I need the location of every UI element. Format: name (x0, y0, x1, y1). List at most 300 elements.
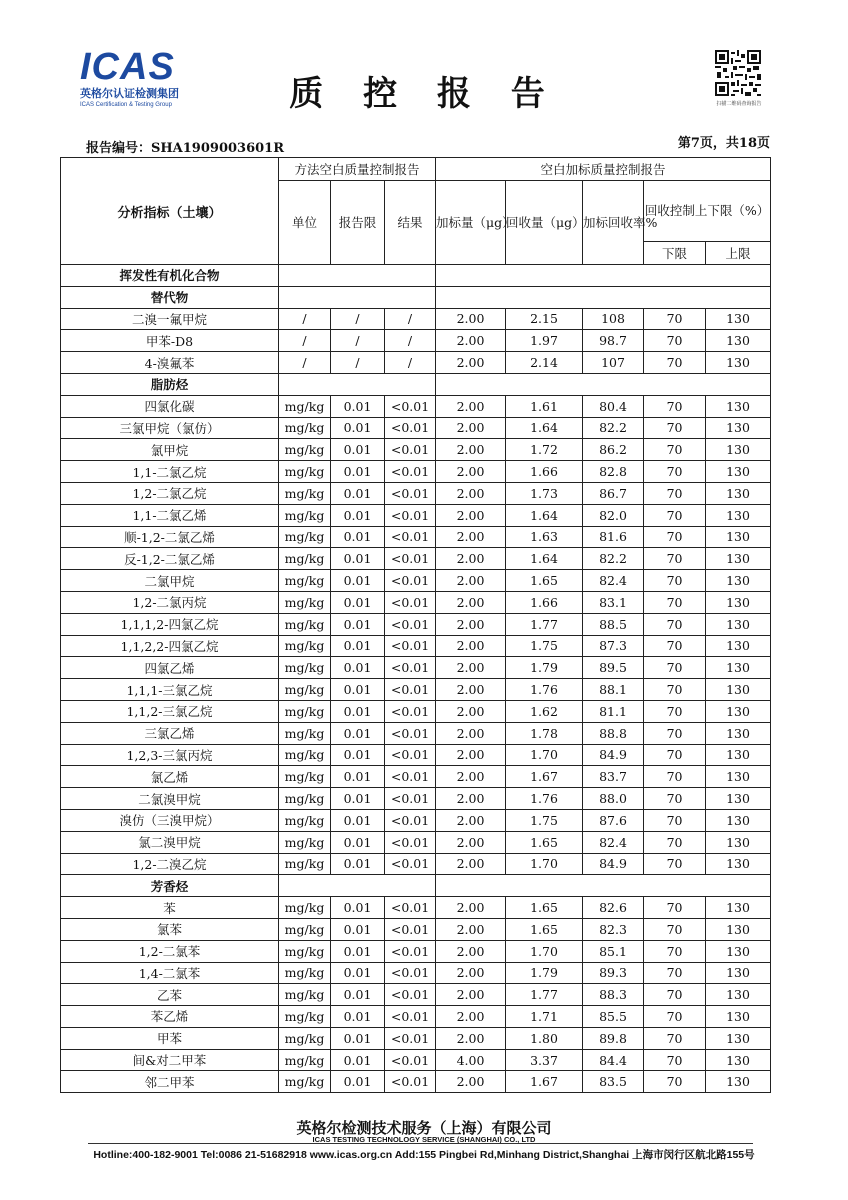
empty-cell (436, 265, 771, 287)
upper-limit-cell: 130 (706, 1071, 771, 1093)
result-header: 结果 (385, 181, 436, 265)
unit-cell: mg/kg (279, 940, 331, 962)
recovery-cell: 1.71 (506, 1006, 583, 1028)
unit-cell: mg/kg (279, 526, 331, 548)
report-limit-cell: 0.01 (331, 744, 385, 766)
table-row (61, 395, 771, 417)
recovery-cell: 1.63 (506, 526, 583, 548)
lower-limit-cell: 70 (644, 700, 706, 722)
result-cell: <0.01 (385, 984, 436, 1006)
report-limit-cell: 0.01 (331, 1049, 385, 1071)
table-row (61, 308, 771, 330)
recovery-rate-cell: 107 (583, 352, 644, 374)
upper-limit-cell: 130 (706, 1027, 771, 1049)
table-row (61, 482, 771, 504)
table-row (61, 722, 771, 744)
upper-limit-cell: 130 (706, 417, 771, 439)
spike-amount-cell: 2.00 (436, 308, 506, 330)
upper-limit-cell: 130 (706, 853, 771, 875)
recovery-rate-cell: 88.0 (583, 788, 644, 810)
analyte-name: 1,1,2,2-四氯乙烷 (61, 635, 279, 657)
page-indicator: 第7页，共18页 (677, 136, 770, 151)
report-limit-cell: 0.01 (331, 439, 385, 461)
unit-cell: mg/kg (279, 613, 331, 635)
result-cell: <0.01 (385, 962, 436, 984)
result-cell: <0.01 (385, 657, 436, 679)
empty-cell (436, 286, 771, 308)
result-cell: / (385, 308, 436, 330)
report-limit-cell: 0.01 (331, 570, 385, 592)
footer-divider (88, 1143, 753, 1144)
lower-limit-cell: 70 (644, 722, 706, 744)
lower-limit-cell: 70 (644, 417, 706, 439)
table-row (61, 809, 771, 831)
spike-amount-cell: 2.00 (436, 570, 506, 592)
lower-limit-cell: 70 (644, 1049, 706, 1071)
category-row (61, 286, 771, 308)
recovery-cell: 1.76 (506, 788, 583, 810)
result-cell: <0.01 (385, 831, 436, 853)
upper-limit-cell: 130 (706, 395, 771, 417)
recovery-rate-cell: 82.2 (583, 417, 644, 439)
result-cell: <0.01 (385, 1071, 436, 1093)
table-row (61, 526, 771, 548)
recovery-cell: 1.61 (506, 395, 583, 417)
upper-limit-cell: 130 (706, 766, 771, 788)
spike-amount-cell: 2.00 (436, 657, 506, 679)
lower-limit-cell: 70 (644, 461, 706, 483)
report-limit-cell: 0.01 (331, 853, 385, 875)
report-limit-cell: 0.01 (331, 722, 385, 744)
report-limit-cell: 0.01 (331, 788, 385, 810)
table-row (61, 330, 771, 352)
report-limit-cell: 0.01 (331, 679, 385, 701)
recovery-rate-cell: 84.4 (583, 1049, 644, 1071)
upper-limit-cell: 130 (706, 657, 771, 679)
report-limit-cell: 0.01 (331, 962, 385, 984)
spike-amount-cell: 2.00 (436, 679, 506, 701)
spike-amount-cell: 2.00 (436, 897, 506, 919)
result-cell: <0.01 (385, 679, 436, 701)
lower-limit-cell: 70 (644, 853, 706, 875)
unit-cell: mg/kg (279, 1071, 331, 1093)
recovery-cell: 1.65 (506, 918, 583, 940)
lower-limit-cell: 70 (644, 482, 706, 504)
upper-limit-cell: 130 (706, 744, 771, 766)
recovery-rate-cell: 81.1 (583, 700, 644, 722)
table-row (61, 897, 771, 919)
report-number: 报告编号：SHA1909003601R (86, 141, 285, 156)
unit-cell: mg/kg (279, 439, 331, 461)
recovery-rate-header: 加标回收率% (583, 181, 644, 265)
table-row (61, 788, 771, 810)
result-cell: <0.01 (385, 461, 436, 483)
table-row (61, 570, 771, 592)
recovery-cell: 1.72 (506, 439, 583, 461)
lower-limit-cell: 70 (644, 809, 706, 831)
spike-amount-cell: 2.00 (436, 918, 506, 940)
spike-amount-cell: 2.00 (436, 700, 506, 722)
recovery-rate-cell: 86.7 (583, 482, 644, 504)
recovery-cell: 2.14 (506, 352, 583, 374)
lower-limit-cell: 70 (644, 962, 706, 984)
lower-limit-cell: 70 (644, 831, 706, 853)
table-row (61, 700, 771, 722)
spike-amount-cell: 2.00 (436, 831, 506, 853)
empty-cell (279, 265, 436, 287)
lower-limit-cell: 70 (644, 439, 706, 461)
spike-amount-cell: 2.00 (436, 853, 506, 875)
report-limit-cell: 0.01 (331, 1027, 385, 1049)
result-cell: <0.01 (385, 526, 436, 548)
category-label: 芳香烃 (61, 875, 279, 897)
report-limit-cell: 0.01 (331, 657, 385, 679)
lower-limit-cell: 70 (644, 395, 706, 417)
unit-cell: mg/kg (279, 831, 331, 853)
analyte-name: 苯乙烯 (61, 1006, 279, 1028)
result-cell: <0.01 (385, 788, 436, 810)
analyte-name: 四氯化碳 (61, 395, 279, 417)
unit-cell: mg/kg (279, 700, 331, 722)
analyte-name: 1,2-二溴乙烷 (61, 853, 279, 875)
recovery-cell: 1.66 (506, 461, 583, 483)
lower-limit-cell: 70 (644, 591, 706, 613)
recovery-rate-cell: 81.6 (583, 526, 644, 548)
recovery-rate-cell: 82.8 (583, 461, 644, 483)
footer-company-en: ICAS TESTING TECHNOLOGY SERVICE (SHANGHAI) CO., LTD (312, 1135, 536, 1144)
report-limit-cell: 0.01 (331, 591, 385, 613)
lower-limit-cell: 70 (644, 679, 706, 701)
recovery-rate-cell: 88.3 (583, 984, 644, 1006)
unit-cell: / (279, 308, 331, 330)
spike-amount-cell: 2.00 (436, 962, 506, 984)
recovery-cell: 1.70 (506, 744, 583, 766)
result-cell: <0.01 (385, 635, 436, 657)
recovery-cell: 1.77 (506, 613, 583, 635)
recovery-cell: 1.73 (506, 482, 583, 504)
lower-limit-cell: 70 (644, 744, 706, 766)
recovery-cell: 1.75 (506, 635, 583, 657)
footer-contact: Hotline:400-182-9001 Tel:0086 21-51682918 www.icas.org.cn Add:155 Pingbei Rd,Minhang District,Shanghai 上海市闵行区航北路155号 (93, 1149, 755, 1161)
lower-limit-cell: 70 (644, 613, 706, 635)
upper-limit-cell: 130 (706, 591, 771, 613)
recovery-cell: 1.78 (506, 722, 583, 744)
analyte-name: 二氯溴甲烷 (61, 788, 279, 810)
upper-limit-cell: 130 (706, 1006, 771, 1028)
recovery-rate-cell: 88.8 (583, 722, 644, 744)
result-cell: / (385, 352, 436, 374)
unit-cell: mg/kg (279, 395, 331, 417)
result-cell: <0.01 (385, 918, 436, 940)
upper-limit-cell: 130 (706, 809, 771, 831)
unit-cell: mg/kg (279, 657, 331, 679)
report-limit-cell: 0.01 (331, 918, 385, 940)
analyte-name: 1,2-二氯丙烷 (61, 591, 279, 613)
category-row (61, 875, 771, 897)
upper-limit-header: 上限 (706, 242, 771, 265)
category-label: 替代物 (61, 286, 279, 308)
spike-amount-cell: 2.00 (436, 395, 506, 417)
result-cell: <0.01 (385, 766, 436, 788)
unit-cell: / (279, 330, 331, 352)
analyte-name: 四氯乙烯 (61, 657, 279, 679)
analyte-name: 二氯甲烷 (61, 570, 279, 592)
result-cell: <0.01 (385, 940, 436, 962)
report-limit-cell: / (331, 308, 385, 330)
analyte-name: 间&对二甲苯 (61, 1049, 279, 1071)
result-cell: <0.01 (385, 591, 436, 613)
empty-cell (279, 286, 436, 308)
table-row (61, 461, 771, 483)
result-cell: <0.01 (385, 504, 436, 526)
lower-limit-cell: 70 (644, 352, 706, 374)
analyte-name: 1,1,1,2-四氯乙烷 (61, 613, 279, 635)
table-row (61, 918, 771, 940)
blank-group-header: 方法空白质量控制报告 (279, 158, 436, 181)
unit-cell: mg/kg (279, 591, 331, 613)
analyte-name: 氯乙烯 (61, 766, 279, 788)
analyte-name: 1,1-二氯乙烯 (61, 504, 279, 526)
analyte-name: 反-1,2-二氯乙烯 (61, 548, 279, 570)
qr-caption: 扫描二维码查询报告 (716, 101, 762, 107)
analyte-name: 1,1,2-三氯乙烷 (61, 700, 279, 722)
recovery-header: 回收量（μg） (506, 181, 583, 265)
result-cell: <0.01 (385, 700, 436, 722)
spike-amount-cell: 2.00 (436, 461, 506, 483)
report-limit-cell: 0.01 (331, 461, 385, 483)
analyte-name: 4-溴氟苯 (61, 352, 279, 374)
report-limit-cell: 0.01 (331, 482, 385, 504)
recovery-cell: 1.70 (506, 940, 583, 962)
category-label: 挥发性有机化合物 (61, 265, 279, 287)
table-row (61, 591, 771, 613)
unit-cell: mg/kg (279, 897, 331, 919)
unit-cell: mg/kg (279, 548, 331, 570)
spike-amount-cell: 2.00 (436, 417, 506, 439)
spike-amount-cell: 2.00 (436, 330, 506, 352)
recovery-rate-cell: 108 (583, 308, 644, 330)
unit-cell: mg/kg (279, 504, 331, 526)
table-row (61, 417, 771, 439)
table-row (61, 657, 771, 679)
report-limit-cell: / (331, 330, 385, 352)
control-limits-header: 回收控制上下限（%） (644, 181, 771, 242)
upper-limit-cell: 130 (706, 439, 771, 461)
lower-limit-cell: 70 (644, 1006, 706, 1028)
recovery-cell: 1.79 (506, 962, 583, 984)
unit-cell: mg/kg (279, 570, 331, 592)
result-cell: / (385, 330, 436, 352)
upper-limit-cell: 130 (706, 548, 771, 570)
lower-limit-cell: 70 (644, 766, 706, 788)
indicator-header: 分析指标（土壤） (61, 158, 279, 265)
result-cell: <0.01 (385, 1027, 436, 1049)
recovery-rate-cell: 85.5 (583, 1006, 644, 1028)
table-row (61, 1049, 771, 1071)
recovery-cell: 3.37 (506, 1049, 583, 1071)
recovery-rate-cell: 87.6 (583, 809, 644, 831)
lower-limit-cell: 70 (644, 526, 706, 548)
report-limit-cell: 0.01 (331, 897, 385, 919)
lower-limit-cell: 70 (644, 657, 706, 679)
recovery-rate-cell: 84.9 (583, 853, 644, 875)
spike-amount-cell: 2.00 (436, 940, 506, 962)
spike-group-header: 空白加标质量控制报告 (436, 158, 771, 181)
table-row (61, 766, 771, 788)
recovery-rate-cell: 82.4 (583, 831, 644, 853)
recovery-rate-cell: 82.2 (583, 548, 644, 570)
recovery-rate-cell: 83.7 (583, 766, 644, 788)
result-cell: <0.01 (385, 809, 436, 831)
recovery-rate-cell: 89.8 (583, 1027, 644, 1049)
recovery-rate-cell: 85.1 (583, 940, 644, 962)
category-label: 脂肪烃 (61, 373, 279, 395)
report-limit-cell: 0.01 (331, 940, 385, 962)
upper-limit-cell: 130 (706, 722, 771, 744)
result-cell: <0.01 (385, 1049, 436, 1071)
report-limit-cell: 0.01 (331, 613, 385, 635)
report-limit-cell: 0.01 (331, 1071, 385, 1093)
recovery-cell: 1.64 (506, 504, 583, 526)
spike-amount-cell: 2.00 (436, 504, 506, 526)
recovery-cell: 1.65 (506, 897, 583, 919)
report-limit-cell: 0.01 (331, 417, 385, 439)
unit-cell: mg/kg (279, 918, 331, 940)
table-row (61, 1006, 771, 1028)
recovery-rate-cell: 98.7 (583, 330, 644, 352)
recovery-rate-cell: 84.9 (583, 744, 644, 766)
result-cell: <0.01 (385, 613, 436, 635)
spike-amount-header: 加标量（μg） (436, 181, 506, 265)
report-limit-cell: 0.01 (331, 984, 385, 1006)
empty-cell (279, 373, 436, 395)
category-row (61, 265, 771, 287)
result-cell: <0.01 (385, 548, 436, 570)
recovery-rate-cell: 88.5 (583, 613, 644, 635)
unit-cell: mg/kg (279, 744, 331, 766)
report-limit-header: 报告限 (331, 181, 385, 265)
table-row (61, 635, 771, 657)
report-limit-cell: 0.01 (331, 526, 385, 548)
result-cell: <0.01 (385, 570, 436, 592)
spike-amount-cell: 2.00 (436, 591, 506, 613)
result-cell: <0.01 (385, 1006, 436, 1028)
recovery-rate-cell: 82.6 (583, 897, 644, 919)
table-body (61, 265, 771, 1093)
recovery-rate-cell: 89.5 (583, 657, 644, 679)
result-cell: <0.01 (385, 722, 436, 744)
unit-cell: mg/kg (279, 962, 331, 984)
lower-limit-cell: 70 (644, 308, 706, 330)
spike-amount-cell: 2.00 (436, 744, 506, 766)
document-title: 质 控 报 告 (289, 74, 559, 114)
report-limit-cell: 0.01 (331, 1006, 385, 1028)
table-row (61, 962, 771, 984)
unit-cell: mg/kg (279, 722, 331, 744)
recovery-cell: 1.65 (506, 570, 583, 592)
upper-limit-cell: 130 (706, 635, 771, 657)
analyte-name: 溴仿（三溴甲烷） (61, 809, 279, 831)
recovery-cell: 1.66 (506, 591, 583, 613)
recovery-cell: 1.97 (506, 330, 583, 352)
result-cell: <0.01 (385, 897, 436, 919)
upper-limit-cell: 130 (706, 504, 771, 526)
unit-cell: mg/kg (279, 984, 331, 1006)
lower-limit-cell: 70 (644, 1071, 706, 1093)
spike-amount-cell: 2.00 (436, 1071, 506, 1093)
unit-header: 单位 (279, 181, 331, 265)
unit-cell: mg/kg (279, 853, 331, 875)
unit-cell: mg/kg (279, 788, 331, 810)
table-row (61, 940, 771, 962)
upper-limit-cell: 130 (706, 352, 771, 374)
footer-company-cn: 英格尔检测技术服务（上海）有限公司 (296, 1119, 552, 1137)
table-row (61, 439, 771, 461)
analyte-name: 1,2-二氯苯 (61, 940, 279, 962)
lower-limit-cell: 70 (644, 918, 706, 940)
spike-amount-cell: 2.00 (436, 722, 506, 744)
upper-limit-cell: 130 (706, 700, 771, 722)
unit-cell: mg/kg (279, 1049, 331, 1071)
upper-limit-cell: 130 (706, 918, 771, 940)
unit-cell: mg/kg (279, 1027, 331, 1049)
lower-limit-cell: 70 (644, 1027, 706, 1049)
analyte-name: 三氯乙烯 (61, 722, 279, 744)
recovery-cell: 1.79 (506, 657, 583, 679)
spike-amount-cell: 2.00 (436, 439, 506, 461)
spike-amount-cell: 2.00 (436, 548, 506, 570)
analyte-name: 甲苯 (61, 1027, 279, 1049)
table-row (61, 548, 771, 570)
lower-limit-cell: 70 (644, 897, 706, 919)
recovery-cell: 1.76 (506, 679, 583, 701)
lower-limit-cell: 70 (644, 548, 706, 570)
lower-limit-header: 下限 (644, 242, 706, 265)
unit-cell: mg/kg (279, 809, 331, 831)
recovery-rate-cell: 80.4 (583, 395, 644, 417)
spike-amount-cell: 2.00 (436, 788, 506, 810)
quality-control-table (60, 157, 771, 1093)
analyte-name: 乙苯 (61, 984, 279, 1006)
report-limit-cell: 0.01 (331, 700, 385, 722)
table-row (61, 1071, 771, 1093)
analyte-name: 1,2-二氯乙烷 (61, 482, 279, 504)
lower-limit-cell: 70 (644, 788, 706, 810)
recovery-rate-cell: 82.3 (583, 918, 644, 940)
upper-limit-cell: 130 (706, 984, 771, 1006)
report-limit-cell: 0.01 (331, 395, 385, 417)
upper-limit-cell: 130 (706, 940, 771, 962)
analyte-name: 苯 (61, 897, 279, 919)
category-row (61, 373, 771, 395)
analyte-name: 二溴一氟甲烷 (61, 308, 279, 330)
table-row (61, 984, 771, 1006)
upper-limit-cell: 130 (706, 308, 771, 330)
report-limit-cell: 0.01 (331, 831, 385, 853)
unit-cell: mg/kg (279, 679, 331, 701)
recovery-rate-cell: 82.4 (583, 570, 644, 592)
upper-limit-cell: 130 (706, 570, 771, 592)
spike-amount-cell: 2.00 (436, 1006, 506, 1028)
recovery-rate-cell: 88.1 (583, 679, 644, 701)
report-limit-cell: 0.01 (331, 766, 385, 788)
recovery-cell: 1.64 (506, 548, 583, 570)
spike-amount-cell: 2.00 (436, 352, 506, 374)
analyte-name: 氯二溴甲烷 (61, 831, 279, 853)
spike-amount-cell: 2.00 (436, 809, 506, 831)
lower-limit-cell: 70 (644, 940, 706, 962)
recovery-cell: 1.75 (506, 809, 583, 831)
